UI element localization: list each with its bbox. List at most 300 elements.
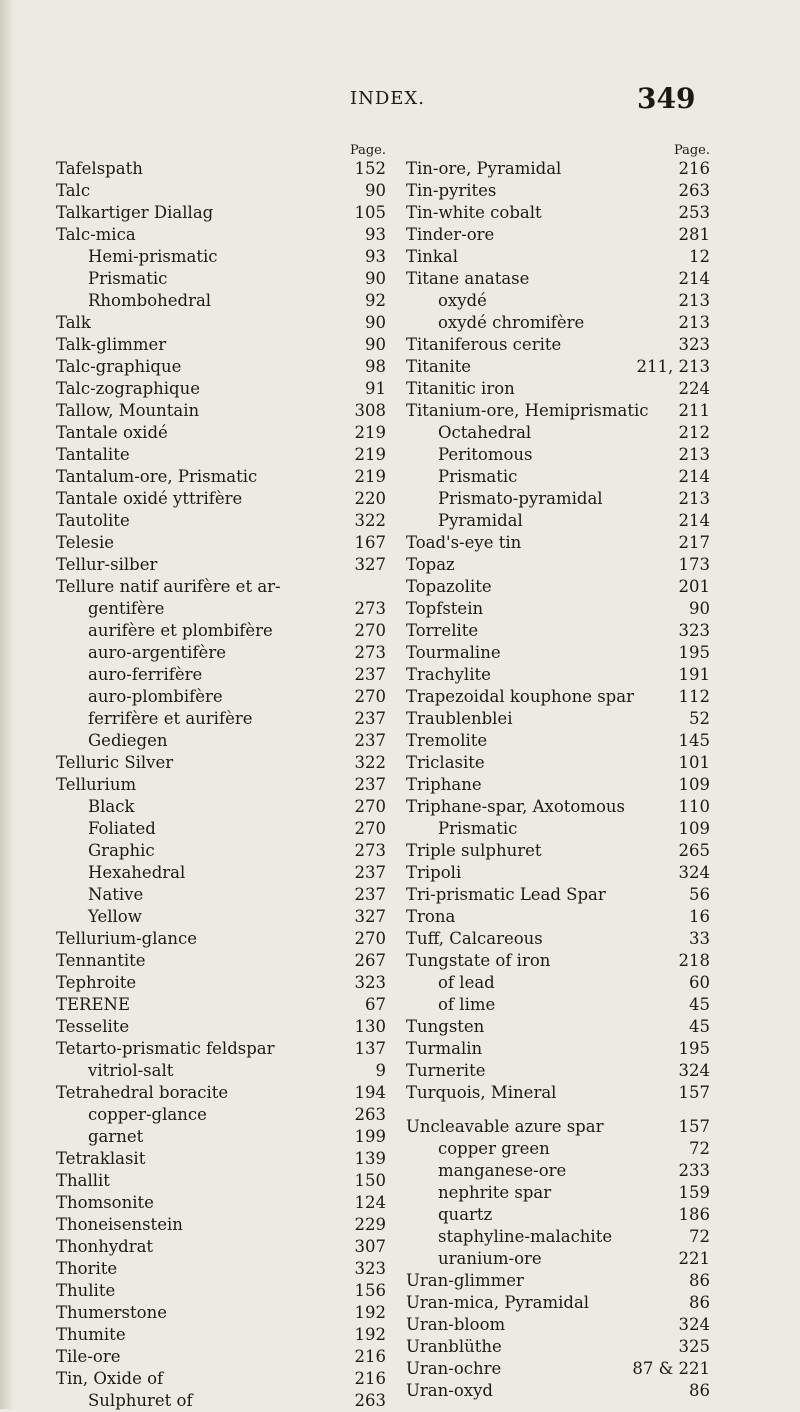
index-term: Tantalum-ore, Prismatic	[56, 467, 258, 486]
index-page-ref: 219	[354, 445, 386, 464]
index-term: Tungstate of iron	[406, 951, 551, 970]
index-entry	[56, 290, 386, 312]
index-page-ref: 323	[678, 621, 710, 640]
index-page-ref: 323	[678, 335, 710, 354]
index-entry	[406, 400, 710, 422]
index-entry	[56, 796, 386, 818]
index-page-ref: 270	[354, 621, 386, 640]
index-entry	[406, 862, 710, 884]
index-term: Titanite	[406, 357, 472, 376]
index-term: Gediegen	[88, 731, 168, 750]
index-term: Tellure natif aurifère et ar-	[56, 577, 281, 596]
index-term: Talk	[56, 313, 91, 332]
index-entry	[56, 1258, 386, 1280]
index-entry	[406, 532, 710, 554]
index-page-ref: 87 & 221	[632, 1359, 710, 1378]
index-entry	[56, 994, 386, 1016]
index-page-ref: 105	[354, 203, 386, 222]
index-entry	[56, 554, 386, 576]
index-entry	[406, 752, 710, 774]
index-entry	[406, 1358, 710, 1380]
index-term: Hemi-prismatic	[88, 247, 218, 266]
index-page-ref: 191	[678, 665, 710, 684]
index-term: vitriol-salt	[88, 1061, 174, 1080]
index-term: Rhombohedral	[88, 291, 212, 310]
index-entry	[56, 840, 386, 862]
index-entry	[56, 158, 386, 180]
index-term: staphyline-malachite	[438, 1227, 613, 1246]
page-column-label: Page.	[673, 143, 710, 158]
index-entry	[406, 356, 710, 378]
index-term: Tetrahedral boracite	[56, 1083, 229, 1102]
index-entry	[56, 444, 386, 466]
index-entry	[406, 884, 710, 906]
index-term: aurifère et plombifère	[88, 621, 273, 640]
index-term: Tennantite	[56, 951, 146, 970]
index-entry	[406, 224, 710, 246]
index-term: Tin-white cobalt	[406, 203, 542, 222]
index-page-ref: 90	[365, 181, 386, 200]
index-entry	[56, 488, 386, 510]
index-entry	[406, 1226, 710, 1248]
index-term: Turnerite	[406, 1061, 486, 1080]
index-page-ref: 124	[354, 1193, 386, 1212]
index-term: Talc-zographique	[56, 379, 200, 398]
index-page-ref: 323	[354, 1259, 386, 1278]
index-term: oxydé chromifère	[438, 313, 585, 332]
index-term: Native	[88, 885, 144, 904]
index-term: uranium-ore	[438, 1249, 542, 1268]
index-page-ref: 72	[689, 1139, 710, 1158]
index-term: Triphane-spar, Axotomous	[406, 797, 625, 816]
index-term: ferrifère et aurifère	[88, 709, 253, 728]
index-page-ref: 273	[354, 841, 386, 860]
index-page-ref: 199	[354, 1127, 386, 1146]
index-entry	[406, 268, 710, 290]
index-entry	[406, 774, 710, 796]
index-term: Tephroite	[56, 973, 137, 992]
index-term: Tourmaline	[406, 643, 501, 662]
index-term: Tesselite	[56, 1017, 130, 1036]
index-entry	[406, 1060, 710, 1082]
index-page-ref: 325	[678, 1337, 710, 1356]
index-term: Foliated	[88, 819, 156, 838]
index-page-ref: 45	[689, 995, 710, 1014]
index-term: Tellurium	[56, 775, 137, 794]
index-entry	[56, 1104, 386, 1126]
index-page-ref: 110	[678, 797, 710, 816]
index-entry	[56, 906, 386, 928]
index-entry	[56, 1214, 386, 1236]
index-term: Tri-prismatic Lead Spar	[406, 885, 606, 904]
index-term: Talk-glimmer	[56, 335, 167, 354]
index-page-ref: 156	[354, 1281, 386, 1300]
index-entry	[406, 290, 710, 312]
index-entry	[56, 576, 386, 598]
index-entry	[56, 1060, 386, 1082]
index-page-ref: 16	[689, 907, 710, 926]
index-page-ref: 281	[678, 225, 710, 244]
index-page-ref: 324	[678, 1315, 710, 1334]
index-term: Trona	[406, 907, 456, 926]
index-term: Torrelite	[406, 621, 479, 640]
index-entry	[56, 1236, 386, 1258]
index-entry	[406, 686, 710, 708]
index-column-right	[406, 140, 710, 1402]
index-entry	[56, 598, 386, 620]
index-page-ref: 109	[678, 775, 710, 794]
index-term: manganese-ore	[438, 1161, 567, 1180]
index-page-ref: 45	[689, 1017, 710, 1036]
index-term: Topazolite	[406, 577, 492, 596]
index-page-ref: 157	[678, 1117, 710, 1136]
index-entry	[56, 1346, 386, 1368]
index-entry	[406, 598, 710, 620]
index-page-ref: 322	[354, 753, 386, 772]
index-entry	[406, 1016, 710, 1038]
index-entry	[406, 906, 710, 928]
index-term: auro-argentifère	[88, 643, 226, 662]
index-entry	[56, 708, 386, 730]
index-term: Uran-glimmer	[406, 1271, 524, 1290]
index-term: Titaniferous cerite	[406, 335, 562, 354]
index-term: copper-glance	[88, 1105, 207, 1124]
index-entry	[56, 1170, 386, 1192]
index-term: Thumite	[56, 1325, 126, 1344]
index-entry	[56, 1082, 386, 1104]
index-page-ref: 86	[689, 1293, 710, 1312]
index-entry	[56, 180, 386, 202]
index-page-ref: 214	[678, 511, 710, 530]
index-term: Peritomous	[438, 445, 533, 464]
index-page-ref: 152	[354, 159, 386, 178]
index-entry	[406, 1160, 710, 1182]
index-entry	[406, 488, 710, 510]
index-page-ref: 173	[678, 555, 710, 574]
index-page-ref: 33	[689, 929, 710, 948]
index-page-ref: 219	[354, 423, 386, 442]
index-entry	[56, 1148, 386, 1170]
index-page-ref: 52	[689, 709, 710, 728]
index-term: Uranblüthe	[406, 1337, 502, 1356]
index-entry	[56, 246, 386, 268]
index-term: Tellur-silber	[56, 555, 158, 574]
index-page-ref: 9	[375, 1061, 386, 1080]
index-term: Triclasite	[406, 753, 485, 772]
index-page-ref: 324	[678, 863, 710, 882]
index-term: Titanitic iron	[406, 379, 515, 398]
index-page-ref: 109	[678, 819, 710, 838]
index-page-ref: 86	[689, 1271, 710, 1290]
index-page-ref: 270	[354, 687, 386, 706]
index-entry	[56, 620, 386, 642]
index-page-ref: 213	[678, 313, 710, 332]
index-term: Triphane	[406, 775, 482, 794]
index-entry	[406, 1082, 710, 1104]
index-term: Thomsonite	[56, 1193, 154, 1212]
index-term: Uran-mica, Pyramidal	[406, 1293, 590, 1312]
index-term: oxydé	[438, 291, 487, 310]
index-page-ref: 265	[678, 841, 710, 860]
index-page-ref: 90	[689, 599, 710, 618]
index-term: Tetarto-prismatic feldspar	[56, 1039, 275, 1058]
index-page-ref: 270	[354, 929, 386, 948]
index-entry	[406, 1038, 710, 1060]
index-page-ref: 229	[354, 1215, 386, 1234]
index-page-ref: 195	[678, 1039, 710, 1058]
index-page-ref: 224	[678, 379, 710, 398]
index-page-ref: 217	[678, 533, 710, 552]
index-page-ref: 214	[678, 269, 710, 288]
index-term: Topfstein	[406, 599, 484, 618]
index-term: Trachylite	[406, 665, 491, 684]
index-term: Tremolite	[406, 731, 488, 750]
index-entry	[56, 202, 386, 224]
index-entry	[56, 356, 386, 378]
index-entry	[56, 972, 386, 994]
index-entry	[406, 1138, 710, 1160]
index-term: Hexahedral	[88, 863, 186, 882]
index-page-ref: 237	[354, 885, 386, 904]
index-entry	[406, 928, 710, 950]
index-page-ref: 60	[689, 973, 710, 992]
index-page-ref: 192	[354, 1303, 386, 1322]
index-page-ref: 211	[678, 401, 710, 420]
index-term: Tungsten	[406, 1017, 485, 1036]
index-entry	[56, 224, 386, 246]
index-page-ref: 214	[678, 467, 710, 486]
index-page-ref: 327	[354, 907, 386, 926]
index-entry	[56, 950, 386, 972]
index-term: Trapezoidal kouphone spar	[406, 687, 634, 706]
index-term: Tautolite	[56, 511, 130, 530]
index-entry	[406, 818, 710, 840]
index-page-ref: 67	[365, 995, 386, 1014]
index-entry	[406, 510, 710, 532]
index-entry	[56, 730, 386, 752]
index-entry	[406, 1116, 710, 1138]
index-term: Prismato-pyramidal	[438, 489, 603, 508]
index-term: Turmalin	[406, 1039, 483, 1058]
index-page-ref: 237	[354, 665, 386, 684]
index-term: garnet	[88, 1127, 144, 1146]
index-entry	[56, 1038, 386, 1060]
index-page-ref: 98	[365, 357, 386, 376]
index-page-ref: 145	[678, 731, 710, 750]
index-page-ref: 322	[354, 511, 386, 530]
page-edge-shadow	[0, 0, 14, 1409]
index-page-ref: 237	[354, 731, 386, 750]
index-term: Tuff, Calcareous	[406, 929, 543, 948]
index-entry	[406, 1380, 710, 1402]
index-entry	[56, 1192, 386, 1214]
index-term: Thallit	[56, 1171, 110, 1190]
index-entry	[56, 268, 386, 290]
index-entry	[56, 686, 386, 708]
index-entry	[56, 400, 386, 422]
index-term: auro-plombifère	[88, 687, 223, 706]
index-term: Thulite	[56, 1281, 116, 1300]
index-term: Sulphuret of	[88, 1391, 193, 1410]
index-page-ref: 237	[354, 863, 386, 882]
index-page-ref: 139	[354, 1149, 386, 1168]
index-entry	[56, 466, 386, 488]
index-page-ref: 192	[354, 1325, 386, 1344]
index-entry	[406, 796, 710, 818]
index-page-ref: 213	[678, 291, 710, 310]
index-entry	[406, 1182, 710, 1204]
index-entry	[406, 708, 710, 730]
index-page-ref: 267	[354, 951, 386, 970]
index-page-ref: 90	[365, 269, 386, 288]
index-term: Thumerstone	[56, 1303, 167, 1322]
index-page-ref: 216	[678, 159, 710, 178]
index-page-ref: 194	[354, 1083, 386, 1102]
index-entry	[56, 422, 386, 444]
index-page-ref: 12	[689, 247, 710, 266]
index-term: Tin, Oxide of	[56, 1369, 164, 1388]
index-term: Prismatic	[88, 269, 168, 288]
index-entry	[406, 642, 710, 664]
index-term: Titanium-ore, Hemiprismatic	[406, 401, 649, 420]
index-page-ref: 221	[678, 1249, 710, 1268]
index-term: Thorite	[56, 1259, 118, 1278]
index-term: Turquois, Mineral	[406, 1083, 557, 1102]
index-term: Uran-bloom	[406, 1315, 506, 1334]
index-term: Talc-graphique	[56, 357, 182, 376]
index-entry	[406, 620, 710, 642]
index-term: Thonhydrat	[56, 1237, 154, 1256]
index-term: Tinder-ore	[406, 225, 495, 244]
index-term: Tetraklasit	[56, 1149, 146, 1168]
index-term: Tinkal	[406, 247, 459, 266]
index-page-ref: 101	[678, 753, 710, 772]
page-header	[0, 82, 800, 122]
index-entry	[406, 1204, 710, 1226]
index-entry	[56, 664, 386, 686]
index-entry	[406, 422, 710, 444]
index-page-ref: 90	[365, 335, 386, 354]
index-term: Tin-pyrites	[406, 181, 497, 200]
index-page-ref: 323	[354, 973, 386, 992]
index-page-ref: 273	[354, 643, 386, 662]
index-term: Yellow	[88, 907, 142, 926]
index-page-ref: 263	[354, 1105, 386, 1124]
index-term: Tin-ore, Pyramidal	[406, 159, 562, 178]
index-term: Uncleavable azure spar	[406, 1117, 604, 1136]
index-entry	[56, 862, 386, 884]
index-page-ref: 212	[678, 423, 710, 442]
index-entry	[406, 950, 710, 972]
index-page-ref: 159	[678, 1183, 710, 1202]
index-entry	[56, 818, 386, 840]
index-term: Graphic	[88, 841, 155, 860]
index-column-left	[56, 140, 386, 1412]
index-page-ref: 220	[354, 489, 386, 508]
index-term: Tellurium-glance	[56, 929, 197, 948]
index-page-ref: 186	[678, 1205, 710, 1224]
index-term: Tripoli	[406, 863, 462, 882]
index-entry	[406, 1336, 710, 1358]
index-page-ref: 112	[678, 687, 710, 706]
index-term: Traublenblei	[406, 709, 513, 728]
index-page-ref: 263	[678, 181, 710, 200]
running-title: INDEX.	[350, 88, 425, 109]
index-term: Tantale oxidé	[56, 423, 168, 442]
page-column-label: Page.	[349, 143, 386, 158]
index-term: Prismatic	[438, 467, 518, 486]
index-page-ref: 218	[678, 951, 710, 970]
index-term: Tallow, Mountain	[56, 401, 200, 420]
index-page-ref: 216	[354, 1369, 386, 1388]
index-term: TERENE	[56, 995, 131, 1014]
index-page-ref: 307	[354, 1237, 386, 1256]
index-page-ref: 213	[678, 489, 710, 508]
index-term: Uran-ochre	[406, 1359, 502, 1378]
index-page-ref: 324	[678, 1061, 710, 1080]
index-entry	[406, 1314, 710, 1336]
index-term: auro-ferrifère	[88, 665, 203, 684]
index-page-ref: 233	[678, 1161, 710, 1180]
index-page-ref: 211, 213	[636, 357, 710, 376]
index-term: Octahedral	[438, 423, 532, 442]
index-page-ref: 93	[365, 247, 386, 266]
index-term: gentifère	[88, 599, 165, 618]
index-page-ref: 86	[689, 1381, 710, 1400]
index-entry	[406, 202, 710, 224]
index-entry	[56, 1016, 386, 1038]
page-number: 349	[637, 82, 696, 115]
index-entry	[56, 752, 386, 774]
index-page-ref: 72	[689, 1227, 710, 1246]
index-page-ref: 157	[678, 1083, 710, 1102]
index-entry	[56, 928, 386, 950]
index-term: Tafelspath	[56, 159, 143, 178]
index-page-ref: 237	[354, 775, 386, 794]
index-page-ref: 273	[354, 599, 386, 618]
index-term: Tile-ore	[56, 1347, 121, 1366]
index-term: Prismatic	[438, 819, 518, 838]
index-entry	[56, 1302, 386, 1324]
index-page-ref: 270	[354, 819, 386, 838]
index-term: of lime	[438, 995, 496, 1014]
index-term: Pyramidal	[438, 511, 523, 530]
index-entry	[406, 1248, 710, 1270]
index-entry	[406, 664, 710, 686]
index-page-ref: 213	[678, 445, 710, 464]
index-page-ref: 216	[354, 1347, 386, 1366]
index-entry	[406, 840, 710, 862]
index-entry	[406, 158, 710, 180]
index-page-ref: 93	[365, 225, 386, 244]
index-term: quartz	[438, 1205, 493, 1224]
index-entry	[406, 1270, 710, 1292]
index-page-ref: 219	[354, 467, 386, 486]
index-entry	[406, 576, 710, 598]
index-term: Tantale oxidé yttrifère	[56, 489, 243, 508]
index-entry	[56, 1324, 386, 1346]
index-page-ref: 195	[678, 643, 710, 662]
index-entry	[406, 972, 710, 994]
index-term: Toad's-eye tin	[406, 533, 522, 552]
index-term: Black	[88, 797, 135, 816]
index-entry	[406, 1292, 710, 1314]
index-term: Triple sulphuret	[406, 841, 542, 860]
index-entry	[56, 378, 386, 400]
index-page-ref: 130	[354, 1017, 386, 1036]
index-term: nephrite spar	[438, 1183, 552, 1202]
index-entry	[406, 444, 710, 466]
